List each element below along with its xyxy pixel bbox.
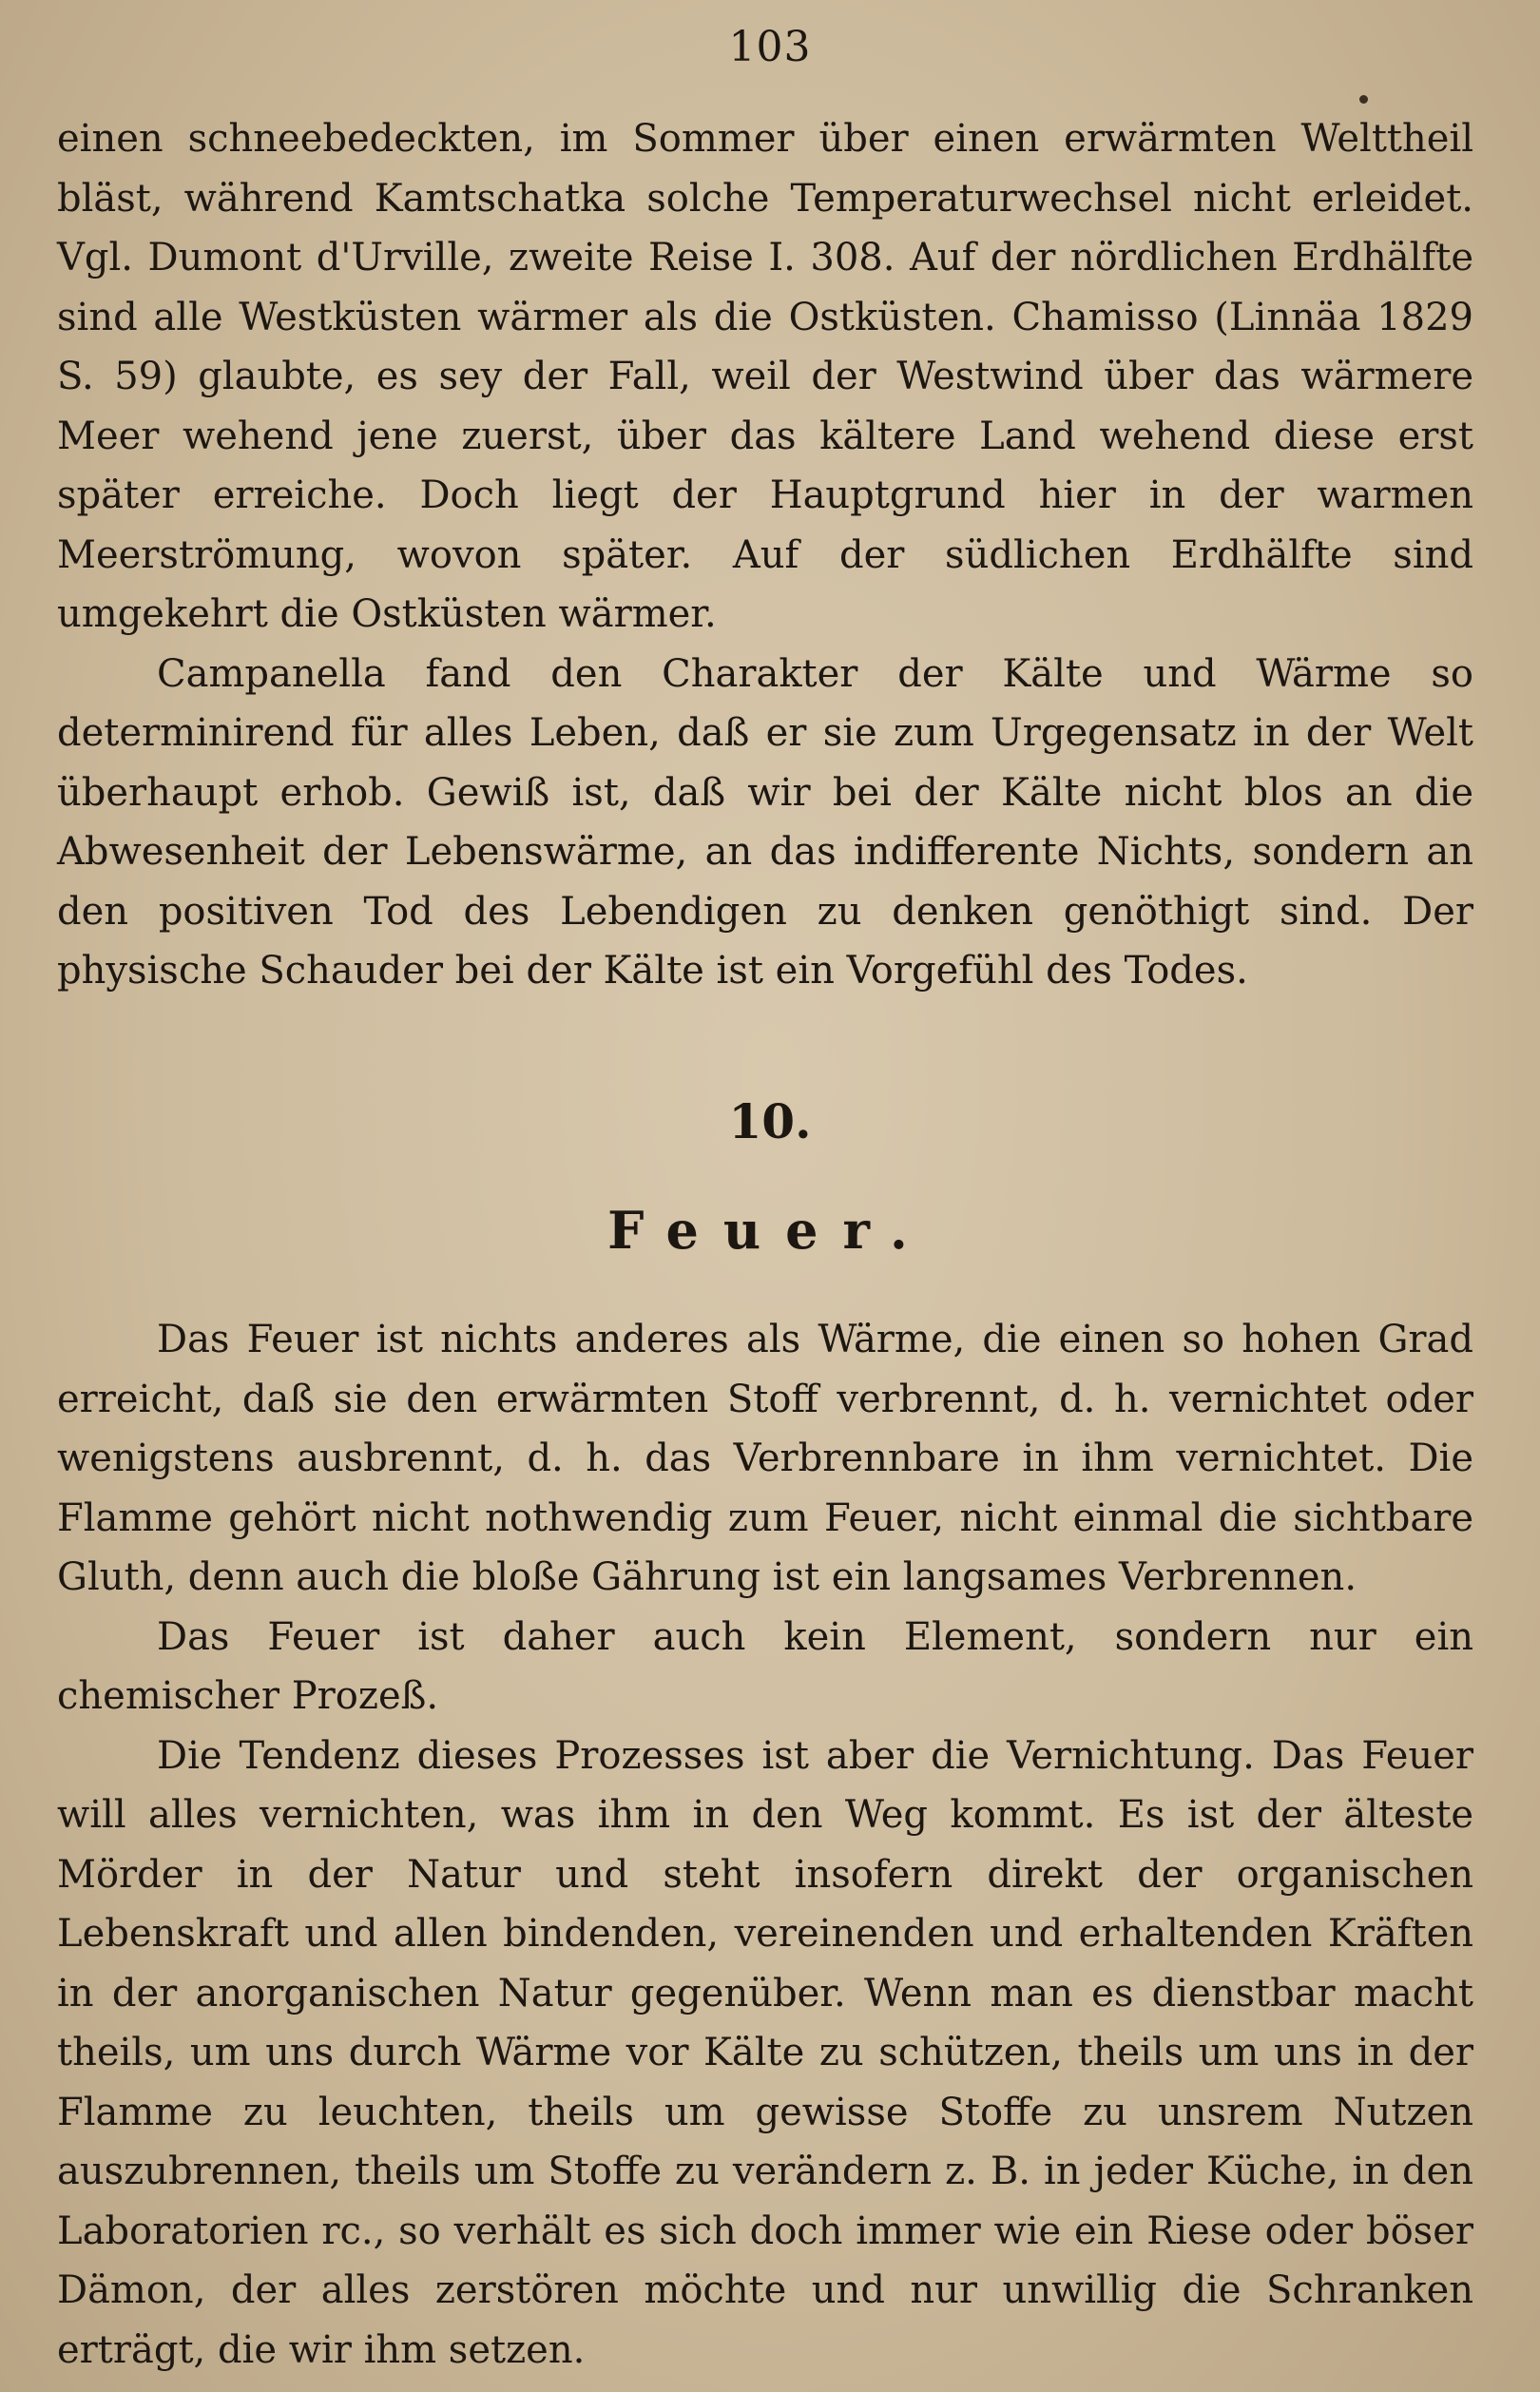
paragraph-campanella: Campanella fand den Charakter der Kälte und Wärme so determinirend für alles Leben, daß er sie zum Urgegensatz in der Welt überhaupt erhob. Gewiß ist, daß wir bei der Kälte nicht blos an die Abwesenheit der Lebenswärme, an das indifferente Nichts, sondern an den positiven Tod des Lebendigen zu denken genöthigt sind. Der physische Schauder bei der Kälte ist ein Vorgefühl des Todes. [57, 651, 1473, 993]
paragraph-feuer-definition: Das Feuer ist nichts anderes als Wärme, die einen so hohen Grad erreicht, daß sie den erwärmten Stoff verbrennt, d. h. vernichtet oder wenigstens ausbrennt, d. h. das Verbrennbare in ihm vernichtet. Die Flamme gehört nicht nothwendig zum Feuer, nicht einmal die sichtbare Gluth, denn auch die bloße Gährung ist ein langsames Verbrennen. [57, 1318, 1473, 1599]
ink-speck [1359, 95, 1368, 104]
page-number: 103 [728, 23, 812, 71]
section-number: 10. [728, 1093, 812, 1149]
section-title: Feuer. [607, 1200, 933, 1261]
paragraph-footnote-continuation: einen schneebedeckten, im Sommer über einen erwärmten Welttheil bläst, während Kamtschatka solche Temperaturwechsel nicht erleidet. Vgl. Dumont d'Urville, zweite Reise I. 308. Auf der nördlichen Erdhälfte sind alle Westküsten wärmer als die Ostküsten. Chamisso (Linnäa 1829 S. 59) glaubte, es sey der Fall, weil der Westwind über das wärmere Meer wehend jene zuerst, über das kältere Land wehend diese erst später erreiche. Doch liegt der Hauptgrund hier in der warmen Meerströmung, wovon später. Auf der südlichen Erdhälfte sind umgekehrt die Ostküsten wärmer. [57, 117, 1473, 636]
section-body [57, 1310, 1473, 2380]
paragraph-vernichtung: Die Tendenz dieses Prozesses ist aber die Vernichtung. Das Feuer will alles vernichten, was ihm in den Weg kommt. Es ist der älteste Mörder in der Natur und steht insofern direkt der organischen Lebenskraft und allen bindenden, vereinenden und erhaltenden Kräften in der anorganischen Natur gegenüber. Wenn man es dienstbar macht theils, um uns durch Wärme vor Kälte zu schützen, theils um uns in der Flamme zu leuchten, theils um gewisse Stoffe zu unsrem Nutzen auszubrennen, theils um Stoffe zu verändern z. B. in jeder Küche, in den Laboratorien rc., so verhält es sich doch immer wie ein Riese oder böser Dämon, der alles zerstören möchte und nur unwillig die Schranken erträgt, die wir ihm setzen. [57, 1733, 1473, 2372]
top-text-block [57, 109, 1473, 1001]
paragraph-chemischer-prozess: Das Feuer ist daher auch kein Element, sondern nur ein chemischer Prozeß. [57, 1614, 1473, 1718]
